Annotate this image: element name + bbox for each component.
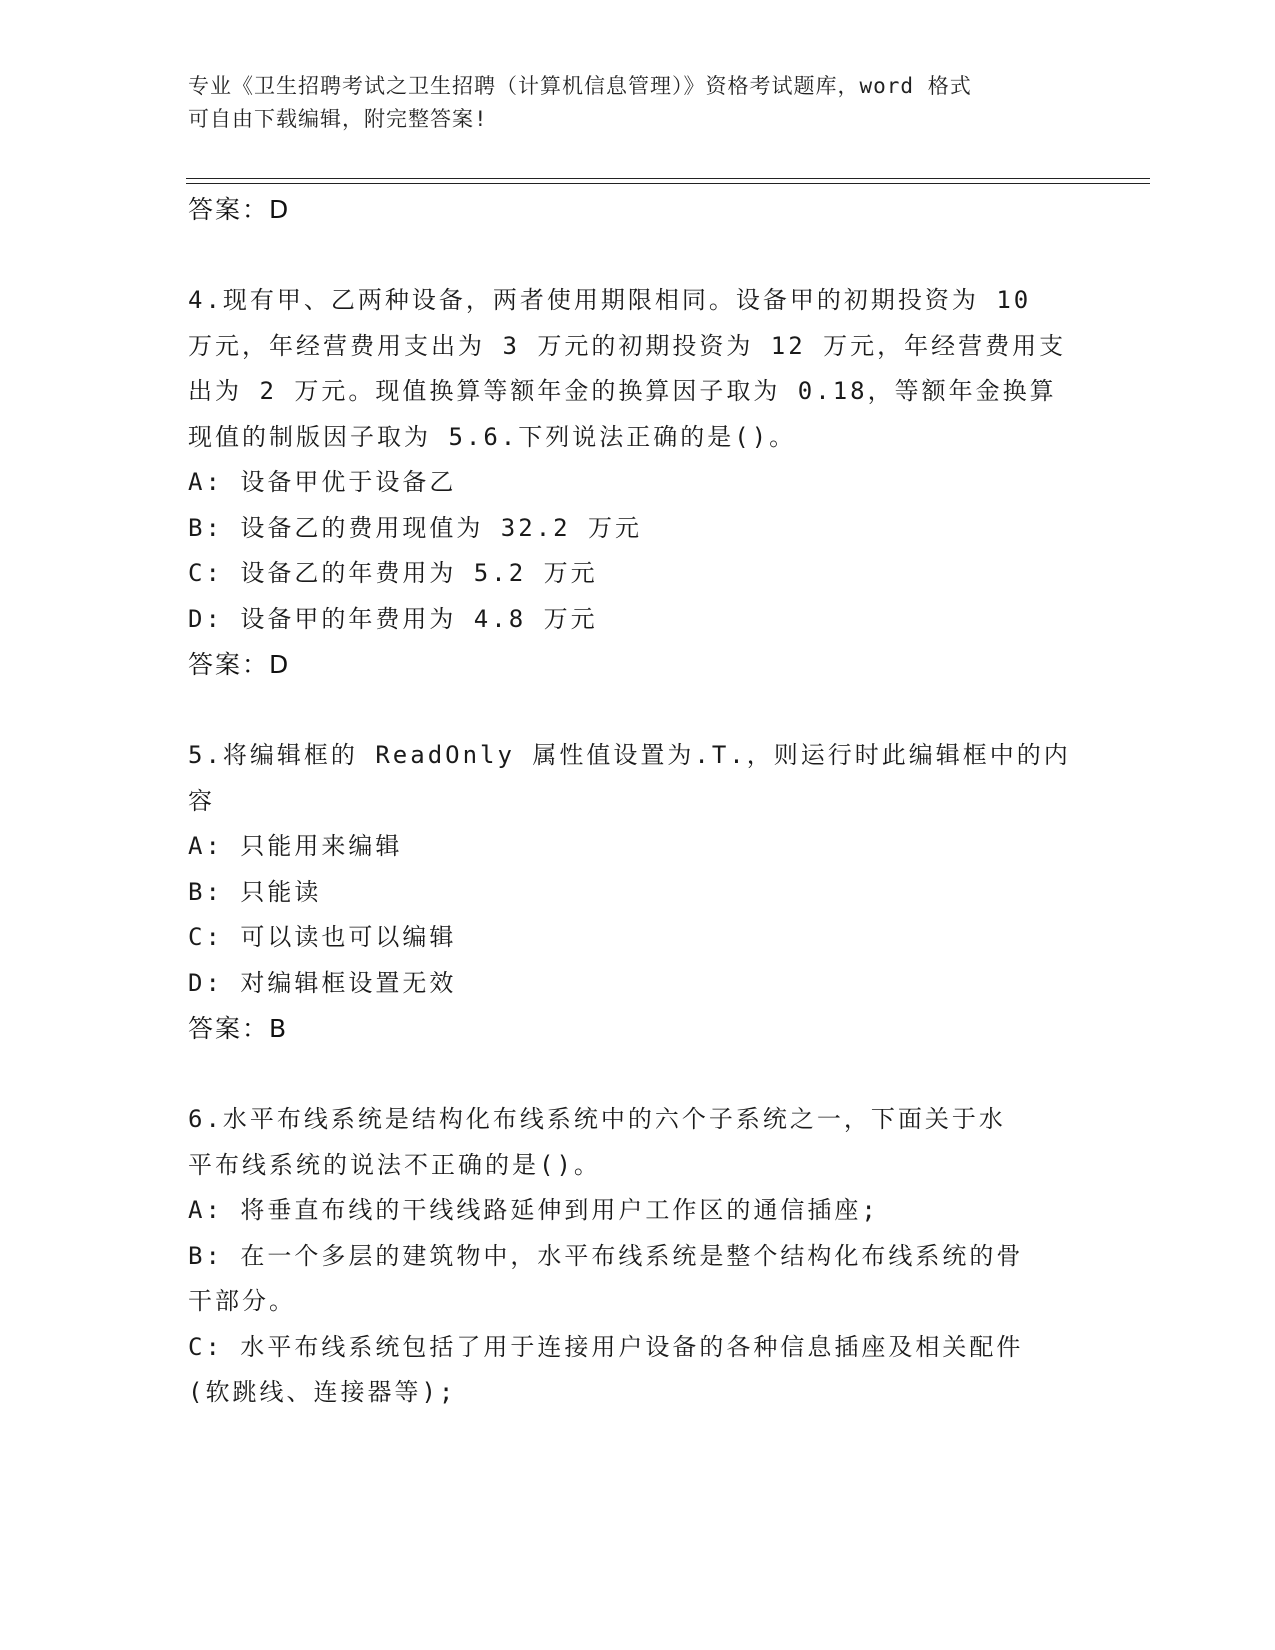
header-line-2: 可自由下载编辑，附完整答案! [188,107,488,131]
previous-answer: 答案：D [188,195,291,224]
question-content [188,187,1088,1416]
question-stem-line: 平布线系统的说法不正确的是()。 [188,1150,601,1179]
answer-label: 答案：D [188,650,291,679]
header-line-1: 专业《卫生招聘考试之卫生招聘（计算机信息管理）》资格考试题库，word 格式 [188,74,972,98]
option-c: C: 水平布线系统包括了用于连接用户设备的各种信息插座及相关配件 [188,1332,1024,1361]
option-c-continued: (软跳线、连接器等); [188,1378,457,1406]
option-b: B: 在一个多层的建筑物中，水平布线系统是整个结构化布线系统的骨 [188,1241,1024,1270]
spacer [188,233,1088,279]
option-b: B: 只能读 [188,877,322,906]
question-stem-line: 容 [188,786,215,815]
option-b: B: 设备乙的费用现值为 32.2 万元 [188,513,643,542]
option-b-continued: 干部分。 [188,1287,296,1315]
option-a: A: 只能用来编辑 [188,832,403,860]
header-divider [186,178,1150,184]
question-4 [188,278,1088,688]
option-c: C: 设备乙的年费用为 5.2 万元 [188,559,598,587]
page-header [188,70,1068,136]
question-stem-line: 4.现有甲、乙两种设备，两者使用期限相同。设备甲的初期投资为 10 [188,286,1032,314]
option-a: A: 设备甲优于设备乙 [188,468,457,496]
answer-label: 答案：B [188,1014,289,1043]
option-d: D: 对编辑框设置无效 [188,968,457,997]
question-stem-line: 出为 2 万元。现值换算等额年金的换算因子取为 0.18，等额年金换算 [188,377,1057,405]
question-stem-line: 现值的制版因子取为 5.6.下列说法正确的是()。 [188,422,797,451]
spacer [188,1052,1088,1098]
option-d: D: 设备甲的年费用为 4.8 万元 [188,604,598,633]
question-5 [188,733,1088,1052]
question-stem-line: 6.水平布线系统是结构化布线系统中的六个子系统之一，下面关于水 [188,1105,1006,1133]
question-stem-line: 万元，年经营费用支出为 3 万元的初期投资为 12 万元，年经营费用支 [188,331,1067,360]
option-a: A: 将垂直布线的干线线路延伸到用户工作区的通信插座; [188,1196,879,1224]
spacer [188,688,1088,734]
question-6 [188,1097,1088,1416]
question-stem-line: 5.将编辑框的 ReadOnly 属性值设置为.T.，则运行时此编辑框中的内 [188,741,1071,769]
option-c: C: 可以读也可以编辑 [188,923,457,951]
